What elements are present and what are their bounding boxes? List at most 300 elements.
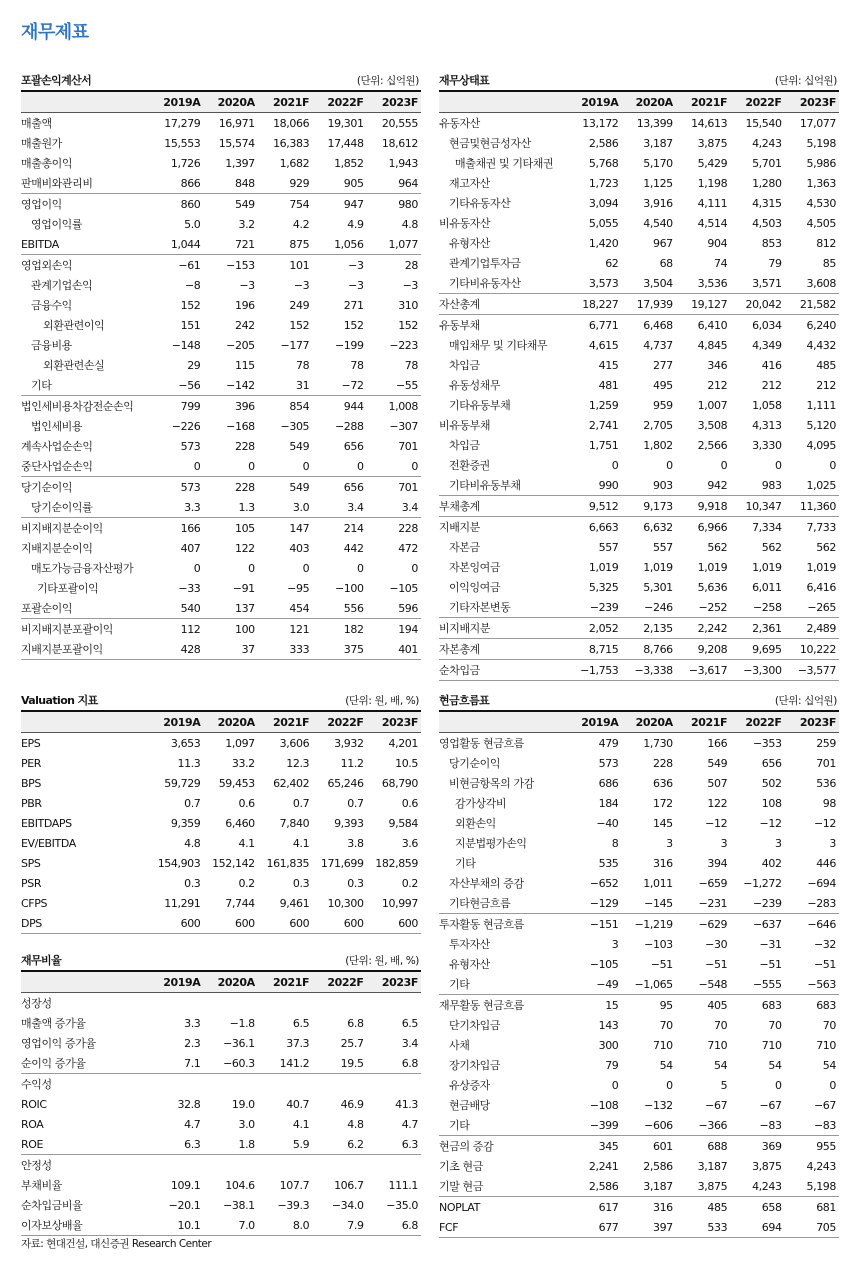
value-cell: −3 [348,278,364,292]
value-cell: 182 [312,619,366,640]
value-cell: −83 [759,1118,782,1132]
value-cell: 4.8 [184,836,201,850]
value-cell: 396 [203,396,257,417]
value-cell: 5,170 [643,156,673,170]
value-cell: 990 [598,478,619,492]
value-cell: 964 [398,176,418,190]
unit-note: (단위: 십억원) [356,75,419,87]
year-header: 2021F [676,92,730,113]
value-cell: −1,219 [621,914,675,935]
value-cell: 3 [829,836,836,850]
valuation-panel [21,692,421,934]
value-cell: 0 [356,561,364,575]
table-row [439,597,839,618]
value-cell [149,1155,203,1176]
value-cell: −33 [178,581,201,595]
unit-note: (단위: 십억원) [774,695,837,707]
table-row [21,214,421,234]
table-row [439,395,839,415]
header-corner [21,972,149,993]
unit-note: (단위: 원, 배, %) [345,695,419,707]
value-cell: 115 [234,358,255,372]
value-cell: 656 [343,439,364,453]
table-row [21,873,421,893]
row-label: 투자활동 현금흐름 [439,914,567,935]
row-label: 유동부채 [439,315,567,336]
value-cell: 121 [258,619,312,640]
value-cell: 3 [720,836,728,850]
value-cell: 152 [343,318,364,332]
year-header: 2023F [785,712,839,733]
row-label: 계속사업순손익 [21,440,93,453]
row-label: 중단사업순손익 [21,460,93,473]
table-row [439,557,839,577]
value-cell: 4,349 [752,338,782,352]
value-cell: 3,504 [643,276,673,290]
value-cell: 369 [730,1136,784,1157]
table-row [439,315,839,336]
value-cell: −548 [698,977,728,991]
value-cell: 15 [567,995,621,1016]
value-cell: 1,111 [806,398,836,412]
table-row [21,1114,421,1134]
value-cell: 600 [258,913,312,934]
value-cell: 1,280 [752,176,782,190]
row-label: EBITDA [21,237,59,251]
value-cell: 848 [234,176,255,190]
row-label: 기타비유동부채 [449,479,521,492]
value-cell: 502 [761,776,782,790]
value-cell: −3 [239,278,255,292]
value-cell: 573 [149,477,203,498]
value-cell: 25.7 [340,1036,364,1050]
value-cell [258,1074,312,1095]
table-row [21,993,421,1014]
table-row [439,375,839,395]
value-cell: 967 [652,236,673,250]
value-cell: 6.5 [292,1016,310,1030]
value-cell: 184 [598,796,619,810]
value-cell: −652 [589,876,619,890]
table-row [439,517,839,538]
value-cell: 4,243 [752,136,782,150]
year-header: 2020A [203,972,257,993]
value-cell: 1,007 [697,398,728,412]
value-cell: 212 [816,378,836,392]
row-label: 비지배지분순이익 [21,518,149,539]
value-cell: 556 [343,601,364,615]
table-row [21,173,421,194]
value-cell: 596 [398,601,418,615]
table-row [21,1033,421,1053]
table-row [439,1136,839,1157]
row-label: 당기순이익 [449,757,501,770]
row-label: 금융수익 [31,299,72,312]
table-row [21,1013,421,1033]
value-cell: 1,125 [643,176,673,190]
value-cell: 0 [302,561,310,575]
value-cell: 0 [720,458,728,472]
value-cell: 3,187 [643,1179,673,1193]
value-cell: 143 [598,1018,619,1032]
value-cell: −366 [698,1118,728,1132]
value-cell: 710 [761,1038,782,1052]
row-label: 매출액 [21,117,52,130]
value-cell: 600 [312,913,366,934]
table-row [439,475,839,496]
value-cell: 3 [611,937,619,951]
value-cell: 1,682 [279,156,310,170]
value-cell: −32 [813,937,836,951]
table-row [21,1195,421,1215]
year-header: 2019A [567,712,621,733]
table-row [21,1094,421,1114]
value-cell: −31 [759,937,782,951]
value-cell: 0 [193,561,201,575]
value-cell: 656 [761,756,782,770]
value-cell: 31 [295,378,310,392]
value-cell: 6,034 [730,315,784,336]
value-cell: 860 [149,194,203,215]
value-cell: −56 [178,378,201,392]
value-cell: −1,272 [743,876,782,890]
value-cell: 41.3 [395,1097,418,1111]
valuation-table [21,712,421,934]
row-label: 자본잉여금 [449,561,501,574]
value-cell: 152,142 [212,856,255,870]
table-row [21,396,421,417]
table-row [439,1075,839,1095]
value-cell: −34.0 [331,1198,364,1212]
value-cell: 853 [761,236,782,250]
value-cell: 14,613 [691,116,728,130]
year-header-row [21,972,421,993]
value-cell: 636 [652,776,673,790]
value-cell: 70 [659,1018,673,1032]
table-row [21,315,421,335]
year-header: 2022F [312,712,366,733]
value-cell: 171,699 [320,856,364,870]
row-label: EPS [21,736,41,750]
row-label: 유상증자 [449,1079,490,1092]
value-cell: 70 [768,1018,782,1032]
table-row [439,1095,839,1115]
value-cell: 40.7 [286,1097,310,1111]
year-header: 2021F [258,972,312,993]
value-cell: 533 [676,1217,730,1238]
table-row [21,853,421,873]
table-row [439,133,839,153]
value-cell: 1.3 [238,500,255,514]
table-row [21,598,421,619]
value-cell: 903 [652,478,673,492]
value-cell [149,1074,203,1095]
value-cell: 4.8 [401,217,418,231]
value-cell: −239 [752,896,782,910]
table-row [21,375,421,396]
value-cell: 172 [652,796,673,810]
value-cell: −283 [807,896,836,910]
value-cell: 677 [567,1217,621,1238]
value-cell: 562 [761,540,782,554]
value-cell: 3,508 [697,418,728,432]
value-cell: 0.3 [184,876,201,890]
value-cell: 79 [605,1058,619,1072]
row-label: PER [21,756,42,770]
value-cell: 0 [611,1078,619,1092]
value-cell: 0 [193,459,201,473]
row-label: 자산부채의 증감 [449,877,524,890]
table-row [21,733,421,754]
value-cell: 1,077 [388,237,418,251]
value-cell: 0.7 [347,796,364,810]
table-row [21,578,421,598]
value-cell: 6.3 [401,1137,418,1151]
value-cell: 3,187 [643,136,673,150]
value-cell: 754 [258,194,312,215]
value-cell: −132 [644,1098,673,1112]
row-label: 영업이익 증가율 [21,1037,96,1050]
table-row [21,518,421,539]
value-cell: 7.9 [312,1215,366,1236]
value-cell: 9,359 [170,816,201,830]
value-cell: 4,243 [752,1179,782,1193]
value-cell: 32.8 [177,1097,201,1111]
value-cell: 6,966 [676,517,730,538]
row-label: 기타 [31,379,52,392]
value-cell: 212 [707,378,728,392]
row-label: BPS [21,776,41,790]
value-cell: 3,571 [752,276,782,290]
value-cell: 557 [652,540,673,554]
year-header: 2022F [730,712,784,733]
value-cell: 65,246 [327,776,364,790]
value-cell: 686 [598,776,619,790]
value-cell: −60.3 [223,1056,255,1070]
table-row [21,1215,421,1236]
row-label: 외환관련손실 [43,359,105,372]
value-cell: 875 [289,237,310,251]
value-cell: 3,187 [697,1159,728,1173]
table-row [439,914,839,935]
value-cell: 59,729 [164,776,201,790]
value-cell: 100 [203,619,257,640]
value-cell [203,993,257,1014]
value-cell: −288 [334,419,364,433]
table-row [21,913,421,934]
table-row [21,619,421,640]
row-label: 관계기업손익 [31,279,93,292]
row-label: 장기차입금 [449,1059,501,1072]
value-cell: 1,019 [588,560,619,574]
table-row [21,335,421,355]
value-cell: 4,315 [752,196,782,210]
value-cell: 95 [621,995,675,1016]
value-cell: −145 [644,896,673,910]
value-cell: 0 [774,458,782,472]
row-label: 자본금 [449,541,480,554]
value-cell: 683 [730,995,784,1016]
row-label: ROIC [21,1097,47,1111]
row-label: 유형자산 [449,237,490,250]
value-cell: 54 [768,1058,782,1072]
value-cell: 3,608 [806,276,836,290]
value-cell: −153 [203,255,257,276]
row-label: 순차입금 [439,660,567,681]
value-cell: 19.5 [340,1056,364,1070]
year-header: 2019A [149,712,203,733]
panel-header [21,952,421,972]
value-cell: 68 [659,256,673,270]
value-cell: −168 [226,419,255,433]
value-cell: 866 [180,176,201,190]
value-cell: 6.5 [401,1016,418,1030]
value-cell: −1,065 [634,977,673,991]
value-cell: 18,066 [273,116,310,130]
row-label: 당기순이익 [21,477,149,498]
table-row [439,813,839,833]
value-cell: 37 [203,639,257,660]
value-cell: 152 [180,298,201,312]
year-header: 2021F [258,92,312,113]
year-header: 2019A [149,92,203,113]
value-cell: 3,536 [697,276,728,290]
value-cell: 2,741 [588,418,619,432]
table-row [439,213,839,233]
value-cell: −3,338 [621,660,675,681]
value-cell: 710 [707,1038,728,1052]
value-cell: −563 [807,977,836,991]
value-cell: 0.2 [401,876,418,890]
value-cell: 402 [761,856,782,870]
value-cell: −637 [730,914,784,935]
value-cell: −95 [287,581,310,595]
value-cell: 905 [343,176,364,190]
value-cell: 9,695 [730,639,784,660]
value-cell: 107.7 [279,1178,310,1192]
value-cell: 10,222 [785,639,839,660]
value-cell: −91 [232,581,255,595]
value-cell: 0.7 [184,796,201,810]
value-cell: 710 [652,1038,673,1052]
value-cell: 617 [567,1197,621,1218]
value-cell: −3,617 [676,660,730,681]
row-label: 지배지분 [439,517,567,538]
value-cell: 2,705 [643,418,673,432]
value-cell: 8.0 [258,1215,312,1236]
table-row [439,415,839,435]
row-label: 매입채무 및 기타채무 [449,339,548,352]
value-cell: 5.9 [292,1137,310,1151]
value-cell: −61 [149,255,203,276]
value-cell: 214 [312,518,366,539]
value-cell: −39.3 [277,1198,310,1212]
value-cell: 0 [829,458,836,472]
table-row [439,173,839,193]
value-cell: 3.3 [184,1016,201,1030]
table-row [21,416,421,436]
row-label: 부채비율 [21,1179,62,1192]
value-cell: 19,301 [327,116,364,130]
value-cell: −265 [807,600,836,614]
value-cell: 21,582 [785,294,839,315]
table-row [21,1074,421,1095]
value-cell: 0 [666,1078,673,1092]
value-cell: 2,586 [643,1159,673,1173]
value-cell: 0 [611,458,619,472]
row-label: 기초 현금 [439,1160,484,1173]
table-row [21,153,421,173]
value-cell: 68,790 [381,776,418,790]
unit-note: (단위: 십억원) [774,75,837,87]
value-cell: 2,586 [588,136,619,150]
row-label: CFPS [21,896,48,910]
value-cell: 540 [180,601,201,615]
value-cell: 600 [367,913,421,934]
value-cell: 316 [621,1197,675,1218]
row-label: 자본총계 [439,639,567,660]
value-cell: 182,859 [375,856,418,870]
value-cell: −38.1 [223,1198,255,1212]
table-row [21,753,421,773]
value-cell: 4.1 [238,836,255,850]
row-label: 지분법평가손익 [455,837,527,850]
value-cell: 33.2 [231,756,255,770]
table-row [439,1035,839,1055]
value-cell: 2,361 [730,618,784,639]
value-cell: 54 [822,1058,836,1072]
row-label: 현금및현금성자산 [449,137,531,150]
value-cell: 4.8 [347,1117,364,1131]
value-cell: −105 [589,957,619,971]
value-cell: 9,461 [279,896,310,910]
value-cell: −129 [589,896,619,910]
value-cell: 479 [598,736,619,750]
value-cell: 557 [598,540,619,554]
value-cell: 145 [652,816,673,830]
year-header: 2019A [149,972,203,993]
balance-sheet-panel [439,72,839,681]
value-cell: −305 [280,419,310,433]
value-cell: 5.0 [184,217,201,231]
value-cell: −629 [676,914,730,935]
table-row [439,954,839,974]
row-label: 영업활동 현금흐름 [439,737,524,750]
value-cell: 7,744 [225,896,255,910]
value-cell: 16,383 [273,136,310,150]
value-cell: 0 [356,459,364,473]
table-row [439,435,839,455]
value-cell: −646 [785,914,839,935]
income-statement-panel [21,72,421,660]
row-label: 매출총이익 [21,157,73,170]
panel-header [439,72,839,92]
value-cell [367,993,421,1014]
value-cell: 11,291 [164,896,201,910]
value-cell: 105 [203,518,257,539]
value-cell: 7.1 [184,1056,201,1070]
table-row [439,974,839,995]
row-label: 영업이익률 [31,218,83,231]
row-label: 법인세비용 [31,420,83,433]
value-cell: 154,903 [157,856,201,870]
value-cell: 1,019 [806,560,836,574]
value-cell: 4,514 [697,216,728,230]
value-cell: 13,172 [582,116,619,130]
value-cell: 0.6 [401,796,418,810]
value-cell: 79 [768,256,782,270]
value-cell: 104.6 [225,1178,255,1192]
